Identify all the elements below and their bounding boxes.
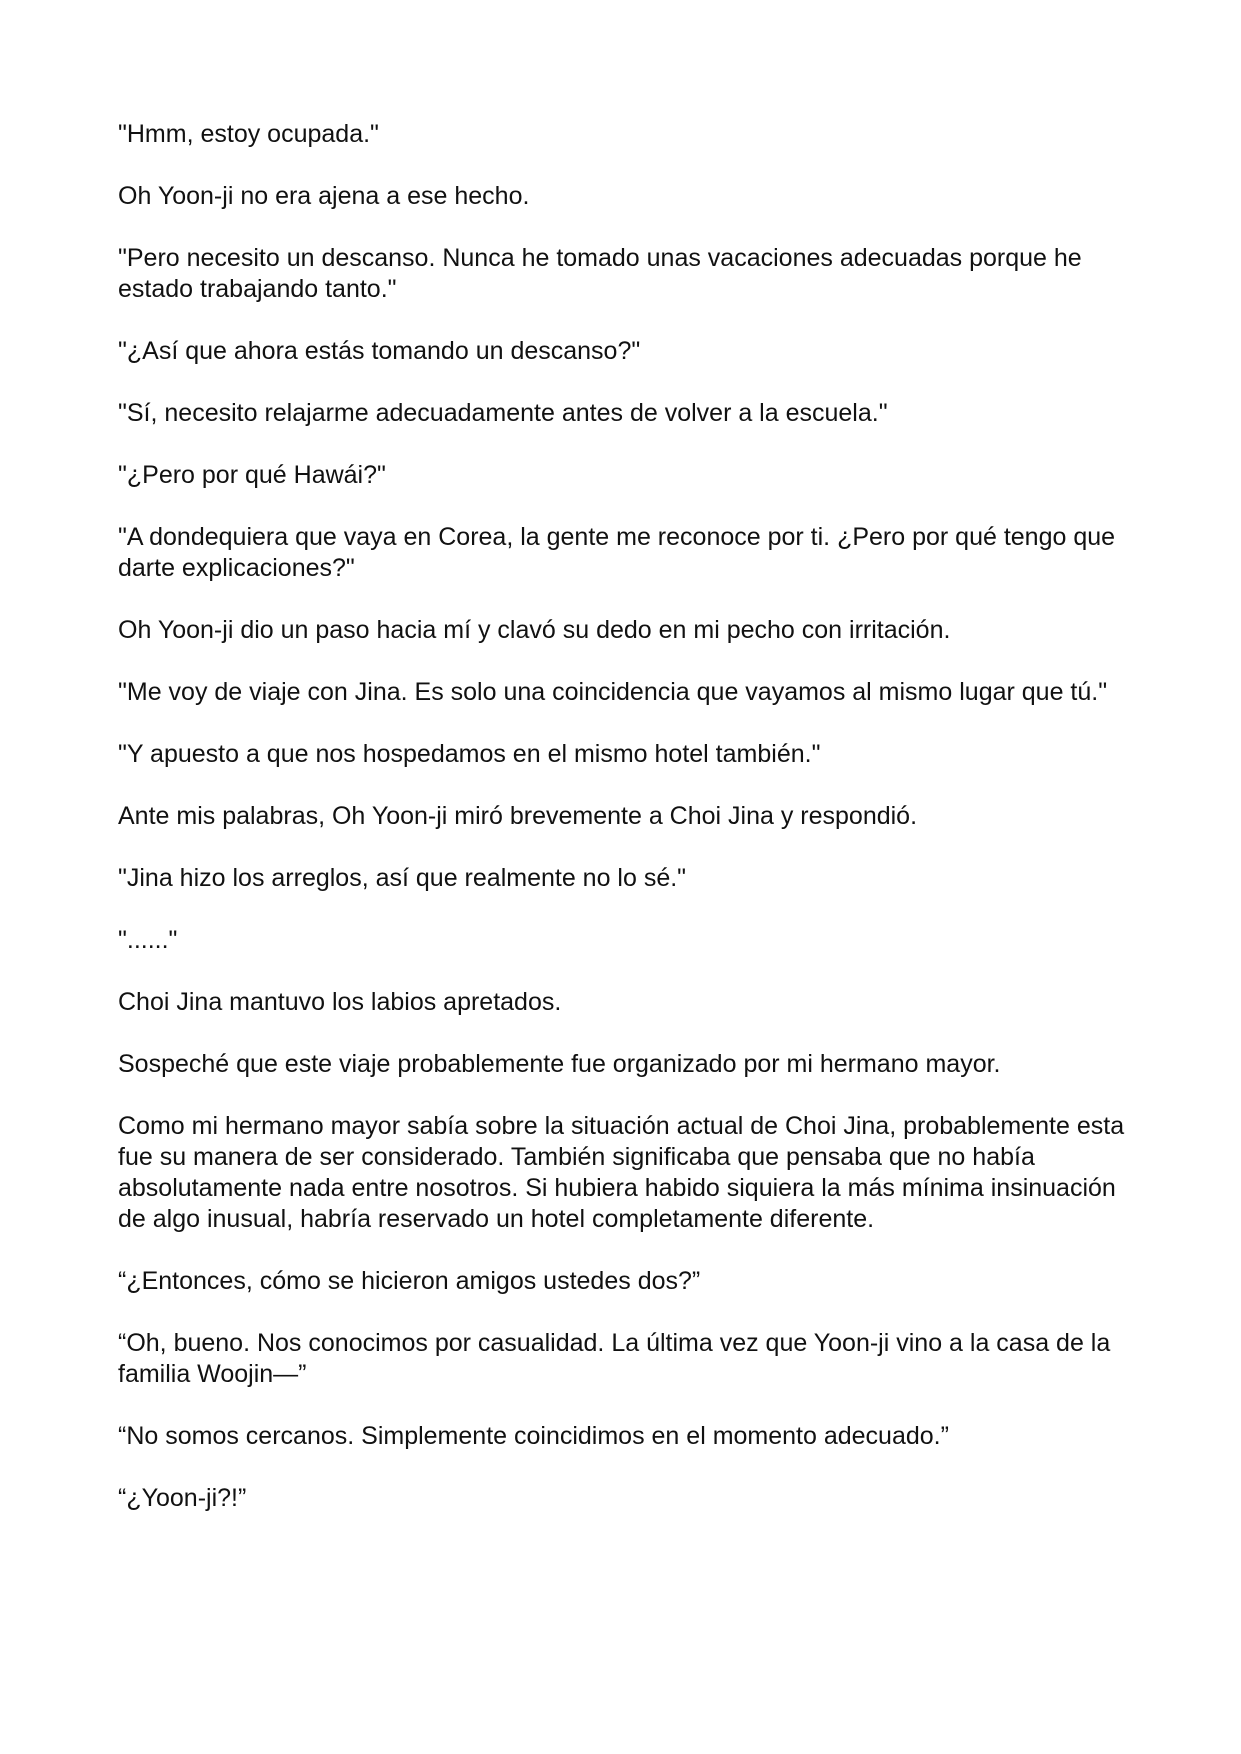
paragraph: Oh Yoon-ji dio un paso hacia mí y clavó su dedo en mi pecho con irritación. (118, 616, 951, 644)
paragraph: “¿Yoon-ji?!” (118, 1484, 247, 1512)
paragraph: "Hmm, estoy ocupada." (118, 120, 379, 148)
paragraph: Sospeché que este viaje probablemente fue organizado por mi hermano mayor. (118, 1050, 1001, 1078)
paragraph: Ante mis palabras, Oh Yoon-ji miró brevemente a Choi Jina y respondió. (118, 802, 918, 830)
paragraph: "......" (118, 926, 178, 954)
paragraph: "Jina hizo los arreglos, así que realmente no lo sé." (118, 864, 687, 892)
paragraph: Como mi hermano mayor sabía sobre la situación actual de Choi Jina, probablemente esta fue su manera de ser considerado. También significaba que pensaba que no había absolutamente nada entre nosotros. Si hubiera habido siquiera la más mínima insinuación de algo inusual, habría reservado un hotel completamente diferente. (118, 1112, 1125, 1233)
paragraph: “No somos cercanos. Simplemente coincidimos en el momento adecuado.” (118, 1422, 949, 1450)
document-body (118, 119, 1128, 1545)
paragraph: “¿Entonces, cómo se hicieron amigos ustedes dos?” (118, 1267, 701, 1295)
paragraph: “Oh, bueno. Nos conocimos por casualidad. La última vez que Yoon-ji vino a la casa de la familia Woojin—” (118, 1329, 1111, 1388)
paragraph: "A dondequiera que vaya en Corea, la gente me reconoce por ti. ¿Pero por qué tengo que darte explicaciones?" (118, 523, 1116, 582)
paragraph: Oh Yoon-ji no era ajena a ese hecho. (118, 182, 530, 210)
paragraph: "¿Así que ahora estás tomando un descanso?" (118, 337, 641, 365)
paragraph: "Y apuesto a que nos hospedamos en el mismo hotel también." (118, 740, 821, 768)
paragraph: "Pero necesito un descanso. Nunca he tomado unas vacaciones adecuadas porque he estado trabajando tanto." (118, 244, 1082, 303)
paragraph: "¿Pero por qué Hawái?" (118, 461, 386, 489)
paragraph: Choi Jina mantuvo los labios apretados. (118, 988, 562, 1016)
paragraph: "Me voy de viaje con Jina. Es solo una coincidencia que vayamos al mismo lugar que tú." (118, 678, 1108, 706)
paragraph: "Sí, necesito relajarme adecuadamente antes de volver a la escuela." (118, 399, 888, 427)
